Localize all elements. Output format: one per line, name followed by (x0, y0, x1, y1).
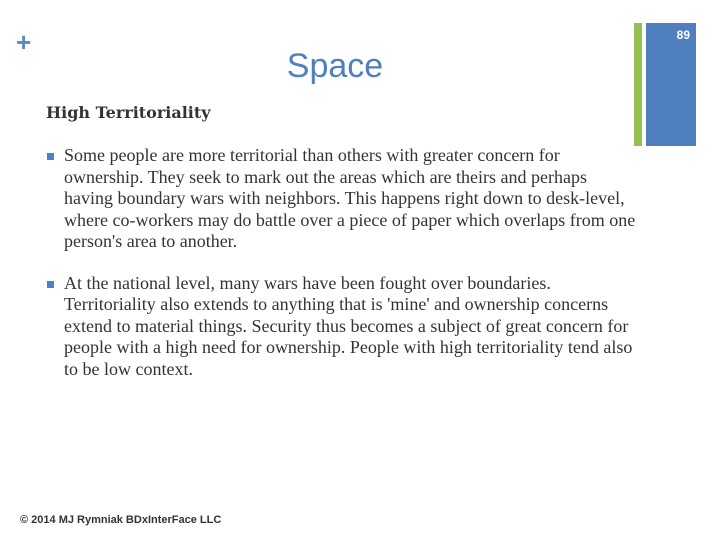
green-accent-bar (634, 23, 642, 146)
slide-number: 89 (676, 28, 690, 42)
slide-title: Space (286, 47, 384, 85)
bullet-list (46, 145, 636, 400)
slide-subheading: High Territoriality (46, 103, 211, 122)
copyright-footer: © 2014 MJ Rymniak BDxInterFace LLC (20, 514, 222, 526)
bullet-item (46, 273, 636, 381)
bullet-text: At the national level, many wars have been fought over boundaries. Territoriality also extends to anything that is 'mine' and ownership concerns extend to material things. Security thus becomes a subject of great concern for people with a high need for ownership. People with high territoriality tend also to be low context. (64, 272, 633, 379)
plus-icon: + (16, 27, 32, 57)
bullet-item (46, 145, 636, 253)
bullet-text: Some people are more territorial than others with greater concern for ownership. They seek to mark out the areas which are theirs and perhaps having boundary wars with neighbors. This happens right down to desk-level, where co-workers may do battle over a piece of paper which overlaps from one person's area to another. (64, 145, 636, 251)
square-bullet-icon (47, 281, 54, 288)
square-bullet-icon (47, 153, 54, 160)
